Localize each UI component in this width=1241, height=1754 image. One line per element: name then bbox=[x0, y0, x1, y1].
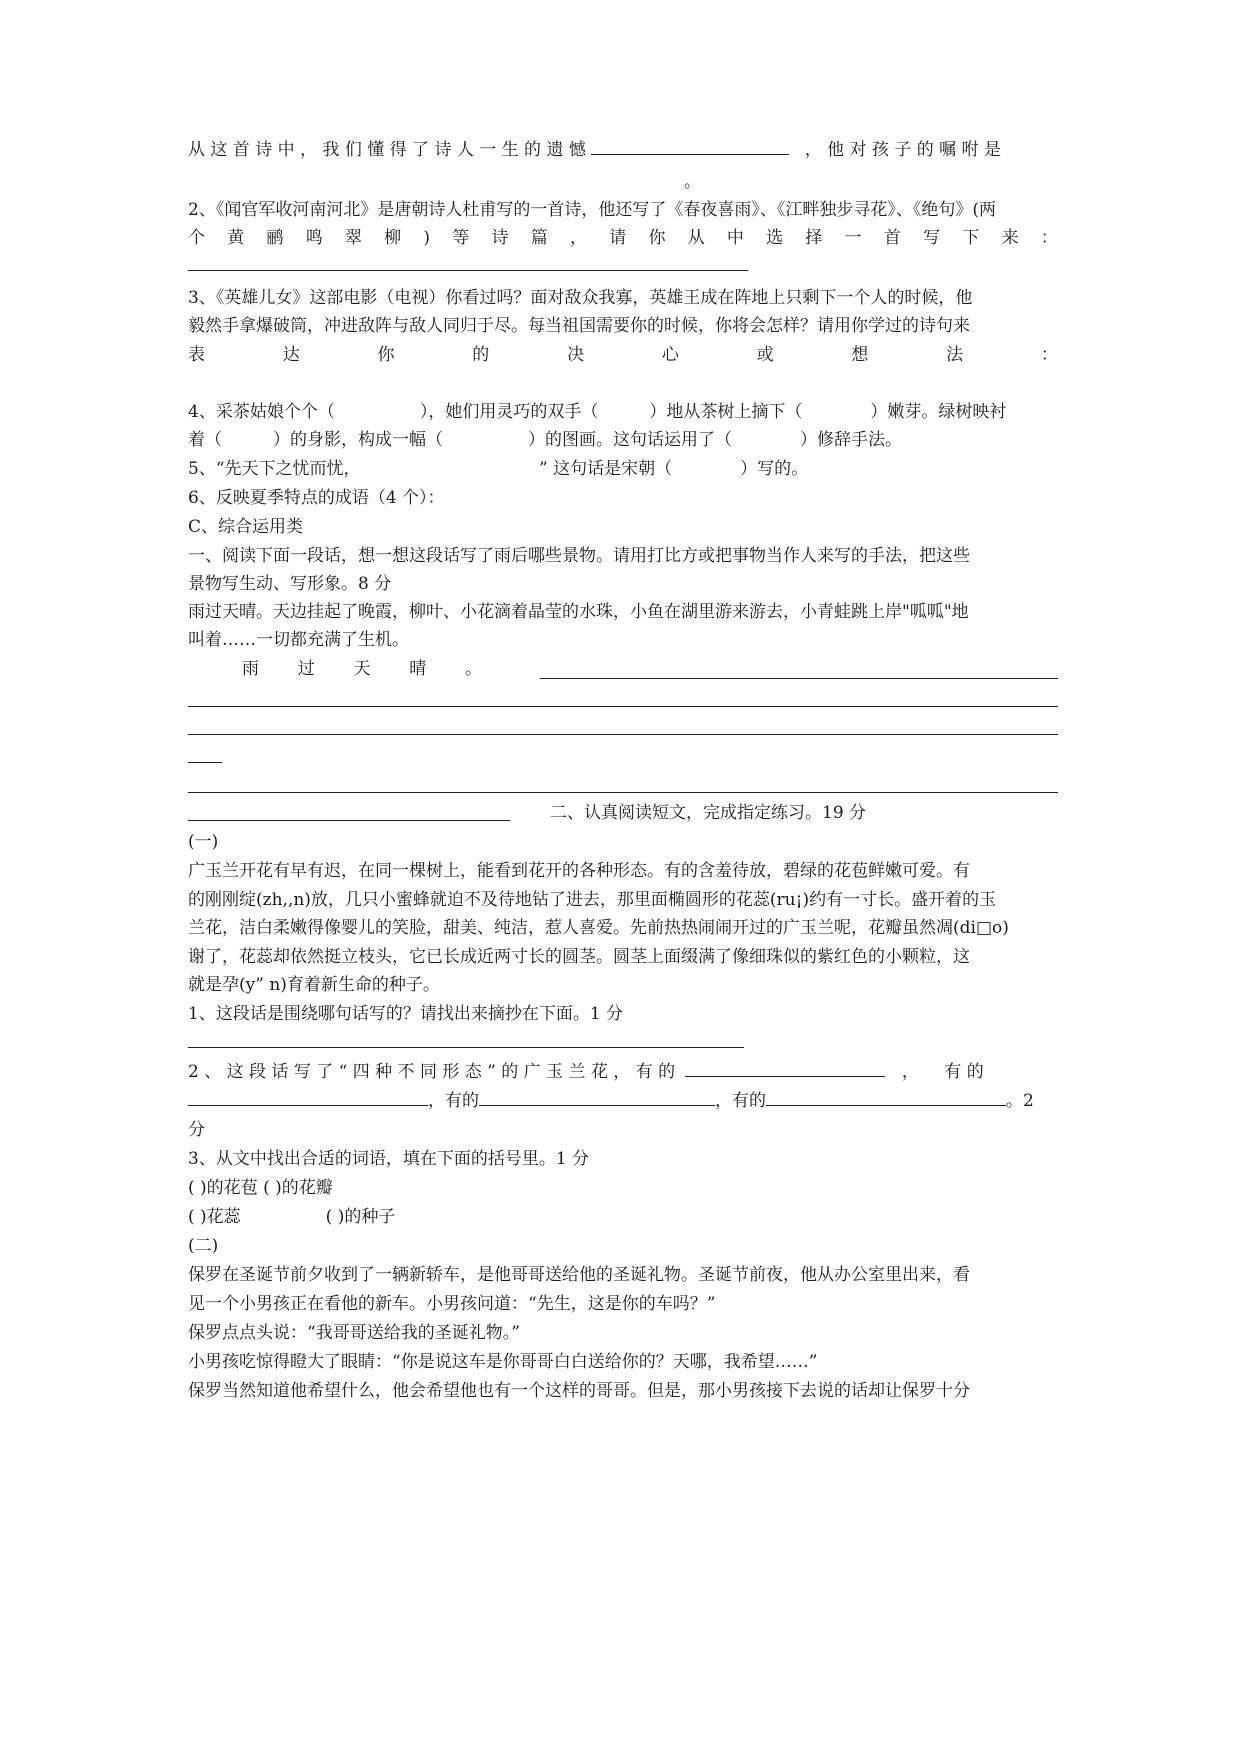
a2-line-1 bbox=[188, 1060, 1058, 1086]
q4-line-2: 着（ ）的身影，构成一幅（ ）的图画。这句话运用了（ ）修辞手法。 bbox=[188, 430, 902, 450]
a2-blank-1[interactable] bbox=[685, 1060, 885, 1077]
a2-blank-3[interactable] bbox=[479, 1089, 715, 1106]
passage-2-line-1: 保罗在圣诞节前夕收到了一辆新轿车，是他哥哥送给他的圣诞礼物。圣诞节前夜，他从办公室里出来，看 bbox=[188, 1265, 970, 1285]
passage-2-line-5: 保罗当然知道他希望什么，他会希望他也有一个这样的哥哥。但是，那小男孩接下去说的话却让保罗十分 bbox=[188, 1381, 970, 1401]
p1-line-3: 雨过天晴。天边挂起了晚霞，柳叶、小花滴着晶莹的水珠，小鱼在湖里游来游去，小青蛙跳上岸"呱呱"地 bbox=[188, 602, 969, 622]
a2-text-a: 2 、 这 段 话 写 了 “ 四 种 不 同 形 态 ” 的 广 玉 兰 花 ， 有 的 bbox=[188, 1062, 676, 1082]
p1-answer-line-6[interactable] bbox=[188, 820, 510, 821]
p1-line-2: 景物写生动、写形象。8 分 bbox=[188, 574, 392, 594]
q3-char: 法 bbox=[946, 345, 964, 365]
q3-char: 的 bbox=[472, 345, 490, 365]
q1-line bbox=[188, 138, 1058, 164]
passage-2-line-3: 保罗点点头说：“我哥哥送给我的圣诞礼物。” bbox=[188, 1323, 520, 1343]
passage-2-line-2: 见一个小男孩正在看他的新车。小男孩问道：“先生，这是你的车吗？” bbox=[188, 1294, 716, 1314]
p1-answer-line-2[interactable] bbox=[188, 706, 1058, 707]
section-2-title: 二、认真阅读短文，完成指定练习。19 分 bbox=[550, 803, 867, 823]
passage-1-line-1: 广玉兰开花有早有迟，在同一棵树上，能看到花开的各种形态。有的含羞待放，碧绿的花苞鲜嫩可爱。有 bbox=[188, 861, 970, 881]
q3-line-2: 毅然手拿爆破筒，冲进敌阵与敌人同归于尽。每当祖国需要你的时候，你将会怎样？请用你学过的诗句来 bbox=[188, 316, 970, 336]
p1-answer-line-3[interactable] bbox=[188, 734, 1058, 735]
q2-char: ) bbox=[423, 228, 431, 248]
a2-text-b: ， 有 的 bbox=[901, 1062, 984, 1082]
q6-line: 6、反映夏季特点的成语（4 个）： bbox=[188, 488, 445, 508]
q2-char: 篇 bbox=[530, 228, 548, 248]
q2-char: 从 bbox=[687, 228, 705, 248]
passage-2-line-4: 小男孩吃惊得瞪大了眼睛：“你是说这车是你哥哥白白送给你的？天哪，我希望……” bbox=[188, 1352, 818, 1372]
a1-question: 1、这段话是围绕哪句话写的？请找出来摘抄在下面。1 分 bbox=[188, 1004, 624, 1024]
q3-char: 表 bbox=[188, 345, 205, 365]
a2-text-d: ，有的 bbox=[715, 1091, 766, 1111]
q2-char: 写 bbox=[923, 228, 941, 248]
p1-start-char: 过 bbox=[297, 659, 315, 679]
q1-text-a: 从 这 首 诗 中 ， 我 们 懂 得 了 诗 人 一 生 的 遗 憾 bbox=[188, 140, 586, 160]
q2-char: 你 bbox=[648, 228, 666, 248]
q3-char: 想 bbox=[851, 345, 869, 365]
p1-start-char: 。 bbox=[465, 659, 482, 679]
passage-2-title: (二) bbox=[188, 1236, 219, 1256]
q2-char: 鹂 bbox=[266, 228, 284, 248]
passage-1-line-4: 谢了，花蕊却依然挺立枝头，它已长成近两寸长的圆茎。圆茎上面缀满了像细珠似的紫红色的小颗粒，这 bbox=[188, 947, 970, 967]
p1-start-words bbox=[242, 657, 482, 683]
a2-text-e: 。2 bbox=[1006, 1091, 1034, 1111]
q3-char: 心 bbox=[661, 345, 679, 365]
a2-line-3: 分 bbox=[188, 1120, 205, 1140]
passage-1-line-5: 就是孕(y” n)育着新生命的种子。 bbox=[188, 975, 440, 995]
q1-text-b: ， 他 对 孩 子 的 嘱 咐 是 bbox=[804, 140, 1001, 160]
a3-question: 3、从文中找出合适的词语，填在下面的括号里。1 分 bbox=[188, 1149, 590, 1169]
q2-char: 请 bbox=[609, 228, 627, 248]
a2-blank-4[interactable] bbox=[766, 1089, 1006, 1106]
q2-char: 中 bbox=[726, 228, 744, 248]
a3-item-2: ( )花蕊 ( )的种子 bbox=[188, 1207, 396, 1227]
q3-char: 或 bbox=[756, 345, 774, 365]
q2-char: ： bbox=[1040, 228, 1058, 248]
passage-1-line-2: 的刚刚绽(zh,,n)放，几只小蜜蜂就迫不及待地钻了进去，那里面椭圆形的花蕊(ru¡)约有一寸长。盛开着的玉 bbox=[188, 890, 997, 910]
section-c-title: C、综合运用类 bbox=[188, 517, 304, 537]
q2-char: 一 bbox=[844, 228, 862, 248]
q3-char: 达 bbox=[282, 345, 300, 365]
a2-blank-2[interactable] bbox=[188, 1089, 428, 1106]
q2-char: 柳 bbox=[384, 228, 402, 248]
q2-char: 等 bbox=[452, 228, 470, 248]
q3-char: 决 bbox=[567, 345, 585, 365]
a1-answer-line[interactable] bbox=[188, 1047, 744, 1048]
q2-char: 翠 bbox=[344, 228, 362, 248]
q2-char: 鸣 bbox=[305, 228, 323, 248]
q2-char: ， bbox=[569, 228, 587, 248]
q2-char: 下 bbox=[962, 228, 980, 248]
p1-line-4: 叫着……一切都充满了生机。 bbox=[188, 630, 409, 650]
q2-char: 选 bbox=[766, 228, 784, 248]
p1-answer-line-4[interactable] bbox=[188, 762, 222, 763]
q2-char: 诗 bbox=[491, 228, 509, 248]
q2-line-2 bbox=[188, 226, 1058, 252]
q5-line: 5、“先天下之忧而忧， ” 这句话是宋朝（ ）写的。 bbox=[188, 459, 809, 479]
p1-start-char: 雨 bbox=[242, 659, 259, 679]
q3-line-3 bbox=[188, 343, 1058, 369]
passage-1-title: (一) bbox=[188, 832, 219, 852]
q1-end: 。 bbox=[684, 172, 701, 192]
q2-char: 择 bbox=[805, 228, 823, 248]
passage-1-line-3: 兰花，洁白柔嫩得像婴儿的笑脸，甜美、纯洁，惹人喜爱。先前热热闹闹开过的广玉兰呢，花瓣虽然凋(di□o) bbox=[188, 918, 1009, 938]
q3-char: ： bbox=[1040, 345, 1058, 365]
q3-char: 你 bbox=[377, 345, 395, 365]
a2-text-c: ，有的 bbox=[428, 1091, 479, 1111]
p1-start-char: 晴 bbox=[409, 659, 427, 679]
a3-item-1: ( )的花苞 ( )的花瓣 bbox=[188, 1178, 333, 1198]
q3-line-1: 3、《英雄儿女》这部电影（电视）你看过吗？面对敌众我寡，英雄王成在阵地上只剩下一个人的时候，他 bbox=[188, 288, 973, 308]
q2-line-1: 2、《闻官军收河南河北》是唐朝诗人杜甫写的一首诗，他还写了《春夜喜雨》、《江畔独步寻花》、《绝句》(两 bbox=[188, 200, 996, 220]
q2-answer-line[interactable] bbox=[188, 270, 748, 271]
p1-start-char: 天 bbox=[353, 659, 371, 679]
q4-line-1: 4、采茶姑娘个个（ ），她们用灵巧的双手（ ）地从茶树上摘下（ ）嫩芽。绿树映衬 bbox=[188, 402, 1007, 422]
a2-line-2 bbox=[188, 1089, 1058, 1115]
q2-char: 首 bbox=[883, 228, 901, 248]
q1-blank-1[interactable] bbox=[591, 138, 789, 155]
q2-char: 来 bbox=[1001, 228, 1019, 248]
p1-line-1: 一、阅读下面一段话，想一想这段话写了雨后哪些景物。请用打比方或把事物当作人来写的手法，把这些 bbox=[188, 546, 970, 566]
q2-char: 个 bbox=[188, 228, 205, 248]
q2-char: 黄 bbox=[227, 228, 245, 248]
p1-answer-line-1[interactable] bbox=[540, 678, 1058, 679]
p1-answer-line-5[interactable] bbox=[188, 792, 1058, 793]
